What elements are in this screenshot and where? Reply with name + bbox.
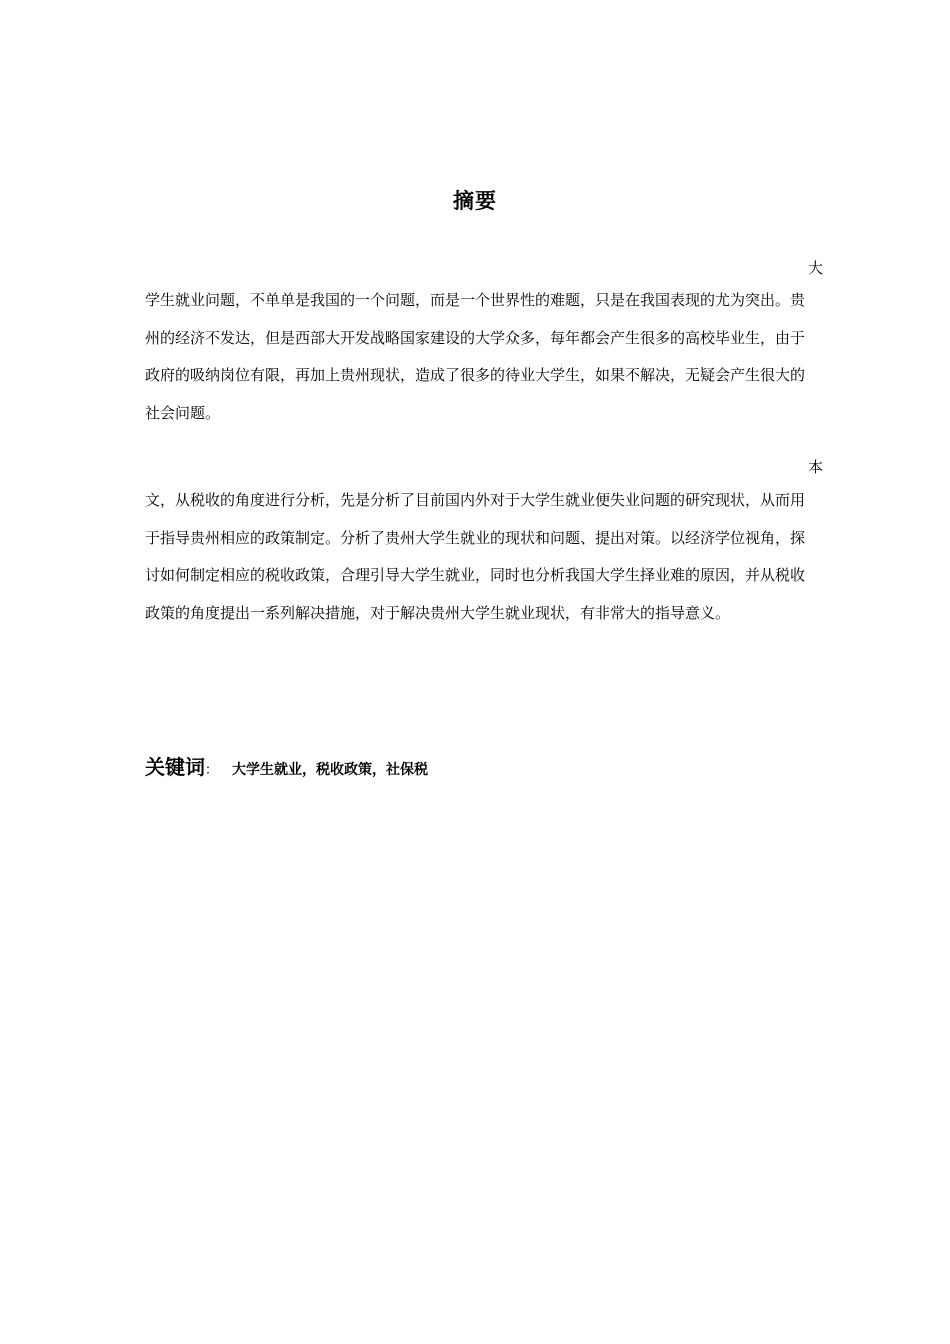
abstract-title: 摘要 <box>453 189 497 213</box>
paragraph-2-lead-char: 本 <box>807 458 823 476</box>
keywords-colon: ： <box>205 763 219 778</box>
abstract-paragraph-2: 文，从税收的角度进行分析，先是分析了目前国内外对于大学生就业便失业问题的研究现状，从而用于指导贵州相应的政策制定。分析了贵州大学生就业的现状和问题、提出对策。以经济学位视角，探讨如何制定相应的税收政策，合理引导大学生就业，同时也分析我国大学生择业难的原因，并从税收政策的角度提出一系列解决措施，对于解决贵州大学生就业现状，有非常大的指导意义。 <box>145 491 806 622</box>
paragraph-1-lead-char: 大 <box>807 259 823 277</box>
keywords-label: 关键词 <box>145 755 205 779</box>
keywords-line <box>145 752 428 782</box>
abstract-paragraph-1: 学生就业问题，不单单是我国的一个问题，而是一个世界性的难题，只是在我国表现的尤为突出。贵州的经济不发达，但是西部大开发战略国家建设的大学众多，每年都会产生很多的高校毕业生，由于政府的吸纳岗位有限，再加上贵州现状，造成了很多的待业大学生，如果不解决，无疑会产生很大的社会问题。 <box>145 291 806 422</box>
keywords-list: 大学生就业，税收政策，社保税 <box>232 762 429 778</box>
